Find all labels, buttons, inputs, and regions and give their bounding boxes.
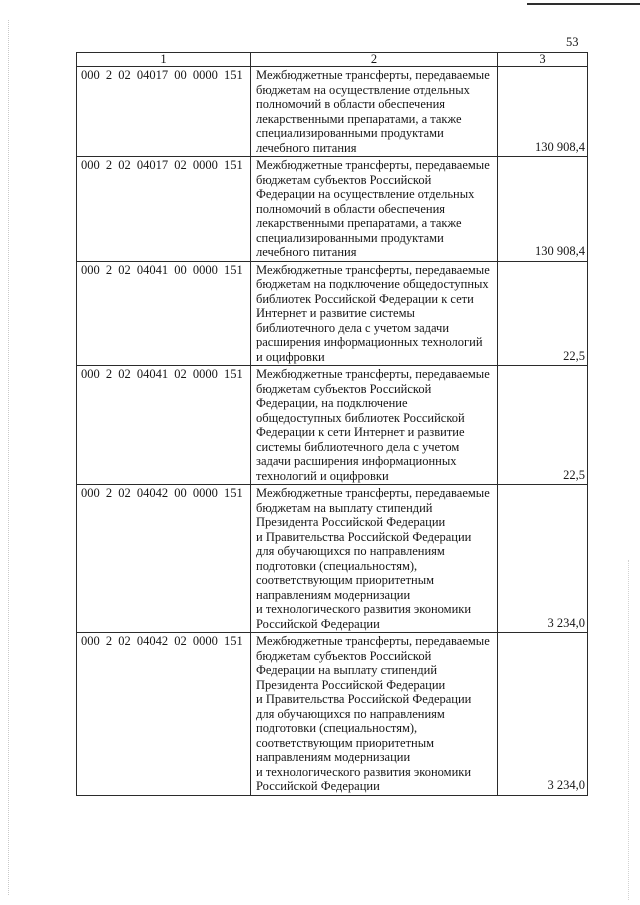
scan-edge-line-top	[527, 3, 640, 5]
transfer-description: Межбюджетные трансферты, передаваемые бюджетам на выплату стипендий Президента Российской Федерации и Правительства Российской Федерации для обучающихся по направлениям подготовки (специальностям), соответствующим приоритетным направлениям модернизации и технологического развития экономики Российской Федерации	[251, 485, 498, 633]
column-number-row	[77, 53, 588, 67]
budget-classification-code: 000 2 02 04017 00 0000 151	[77, 67, 251, 157]
amount-value: 130 908,4	[498, 67, 588, 157]
page-number: 53	[566, 35, 579, 49]
column-number-1: 1	[77, 53, 251, 67]
table-row	[77, 485, 588, 633]
amount-value: 22,5	[498, 261, 588, 366]
scan-edge-line-right	[628, 560, 629, 900]
table-row	[77, 67, 588, 157]
scan-edge-line-left	[8, 20, 9, 895]
table-row	[77, 157, 588, 262]
budget-classification-code: 000 2 02 04017 02 0000 151	[77, 157, 251, 262]
transfer-description: Межбюджетные трансферты, передаваемые бюджетам субъектов Российской Федерации, на подключение общедоступных библиотек Российской Федерации к сети Интернет и развитие системы библиотечного дела с учетом задачи расширения информационных технологий и оцифровки	[251, 366, 498, 485]
transfer-description: Межбюджетные трансферты, передаваемые бюджетам на подключение общедоступных библиотек Российской Федерации к сети Интернет и развитие системы библиотечного дела с учетом задачи расширения информационных технологий и оцифровки	[251, 261, 498, 366]
budget-classification-code: 000 2 02 04041 00 0000 151	[77, 261, 251, 366]
table-row	[77, 261, 588, 366]
amount-value: 3 234,0	[498, 485, 588, 633]
transfer-description: Межбюджетные трансферты, передаваемые бюджетам на осуществление отдельных полномочий в области обеспечения лекарственными препаратами, а также специализированными продуктами лечебного питания	[251, 67, 498, 157]
column-number-3: 3	[498, 53, 588, 67]
budget-transfers-table	[76, 52, 588, 796]
amount-value: 130 908,4	[498, 157, 588, 262]
transfer-description: Межбюджетные трансферты, передаваемые бюджетам субъектов Российской Федерации на выплату стипендий Президента Российской Федерации и Правительства Российской Федерации для обучающихся по направлениям подготовки (специальностям), соответствующим приоритетным направлениям модернизации и технологического развития экономики Российской Федерации	[251, 633, 498, 796]
table-row	[77, 633, 588, 796]
amount-value: 22,5	[498, 366, 588, 485]
amount-value: 3 234,0	[498, 633, 588, 796]
budget-classification-code: 000 2 02 04041 02 0000 151	[77, 366, 251, 485]
budget-classification-code: 000 2 02 04042 02 0000 151	[77, 633, 251, 796]
table-row	[77, 366, 588, 485]
budget-classification-code: 000 2 02 04042 00 0000 151	[77, 485, 251, 633]
column-number-2: 2	[251, 53, 498, 67]
transfer-description: Межбюджетные трансферты, передаваемые бюджетам субъектов Российской Федерации на осуществление отдельных полномочий в области обеспечения лекарственными препаратами, а также специализированными продуктами лечебного питания	[251, 157, 498, 262]
